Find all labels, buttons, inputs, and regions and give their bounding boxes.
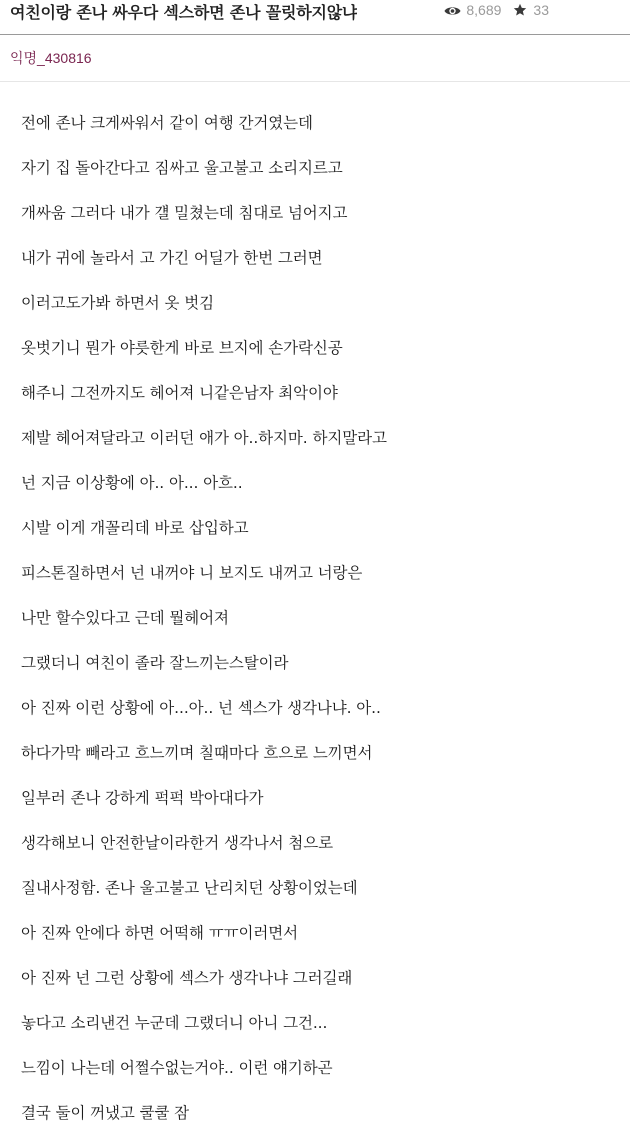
author-name[interactable]: 익명_430816	[10, 50, 92, 66]
author-row	[0, 35, 630, 82]
post-line: 놓다고 소리낸건 누군데 그랬더니 아니 그건...	[21, 1014, 328, 1032]
star-icon	[513, 3, 527, 17]
post-line: 아 진짜 이런 상황에 아...아.. 넌 섹스가 생각나냐. 아..	[21, 699, 381, 717]
post-line: 생각해보니 안전한날이라한거 생각나서 첨으로	[21, 834, 333, 852]
post-line: 옷벗기니 뭔가 야릇한게 바로 브지에 손가락신공	[21, 339, 343, 357]
post-line: 느낌이 나는데 어쩔수없는거야.. 이런 얘기하곤	[21, 1059, 333, 1077]
post-line: 하다가막 빼라고 흐느끼며 칠때마다 흐으로 느끼면서	[21, 744, 373, 762]
post-line: 자기 집 돌아간다고 짐싸고 울고불고 소리지르고	[21, 159, 343, 177]
post-line: 내가 귀에 놀라서 고 가긴 어딜가 한번 그러면	[21, 249, 323, 267]
post-line: 해주니 그전까지도 헤어져 니같은남자 최악이야	[21, 384, 338, 402]
star-count-value: 33	[533, 2, 549, 18]
post-line: 넌 지금 이상황에 아.. 아... 아흐..	[21, 474, 243, 492]
post-stats	[444, 2, 549, 18]
post-body	[0, 82, 630, 1121]
post-line: 제발 헤어져달라고 이러던 애가 아..하지마. 하지말라고	[21, 429, 387, 447]
post-header	[0, 0, 630, 35]
post-line: 이러고도가봐 하면서 옷 벗김	[21, 294, 214, 312]
star-count	[513, 2, 549, 18]
post-line: 아 진짜 안에다 하면 어떡해 ㅠㅠ이러면서	[21, 924, 298, 942]
view-count	[444, 2, 501, 18]
post-line: 결국 둘이 꺼냈고 쿨쿨 잠	[21, 1104, 190, 1121]
post-title: 여친이랑 존나 싸우다 섹스하면 존나 꼴릿하지않냐	[10, 2, 358, 22]
post-line: 일부러 존나 강하게 퍽퍽 박아대다가	[21, 789, 264, 807]
post-line: 그랬더니 여친이 졸라 잘느끼는스탈이라	[21, 654, 289, 672]
post-line: 질내사정함. 존나 울고불고 난리치던 상황이었는데	[21, 879, 358, 897]
post-line: 나만 할수있다고 근데 뭘헤어져	[21, 609, 229, 627]
view-count-value: 8,689	[466, 2, 502, 18]
eye-icon	[444, 4, 461, 16]
post-line: 아 진짜 넌 그런 상황에 섹스가 생각나냐 그러길래	[21, 969, 353, 987]
post-line: 개싸움 그러다 내가 걜 밀쳤는데 침대로 넘어지고	[21, 204, 348, 222]
post-line: 전에 존나 크게싸워서 같이 여행 간거였는데	[21, 114, 313, 132]
post-line: 시발 이게 개꼴리데 바로 삽입하고	[21, 519, 249, 537]
post-line: 피스톤질하면서 넌 내꺼야 니 보지도 내꺼고 너랑은	[21, 564, 363, 582]
